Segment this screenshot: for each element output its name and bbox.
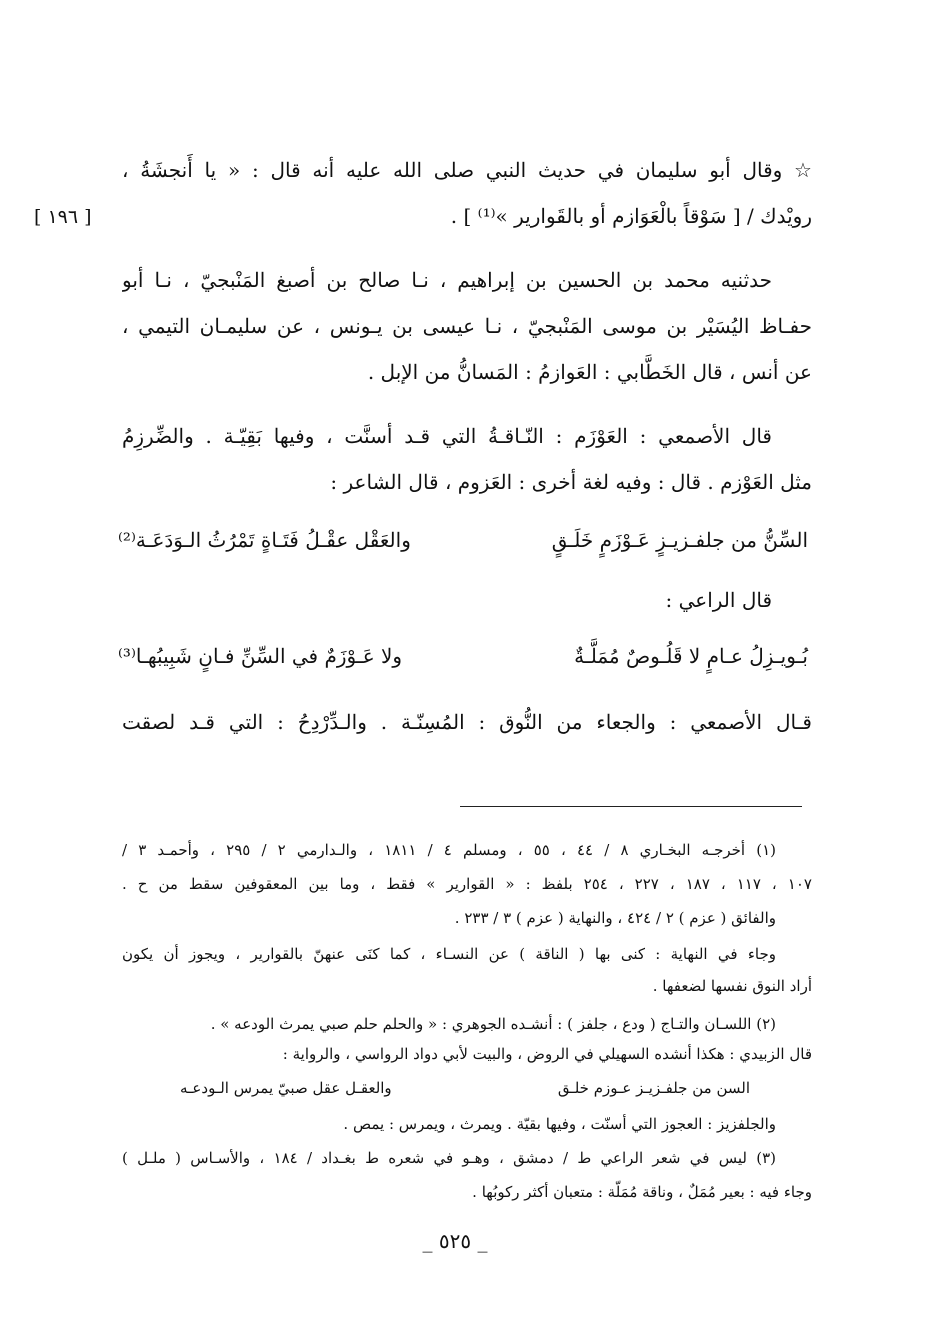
verse-1 — [118, 520, 808, 560]
footnote-separator — [460, 806, 802, 807]
footnote-2-line-3: والجلفزيز : العجوز التي أسنّت ، وفيها بقيّة . ويمرث ، ويمرس : يمص . — [343, 1115, 776, 1133]
paragraph-4-line-1: قـال الأصمعي : والجعاء من النُّوق : المُسِنّـة . والـدِّرْدِحُ : التي قـد لصقت — [122, 710, 812, 734]
footnote-2-line-1: (٢) اللسـان والتـاج ( ودع ، جلفز ) : أنشـده الجوهري : « والحلم حلم صبي يمرث الودعه » . — [210, 1015, 776, 1033]
footnote-1-line-2: ١٠٧ ، ١١٧ ، ١٨٧ ، ٢٢٧ ، ٢٥٤ بلفظ : « القوارير » فقط ، وما بين المعقوفين سقط من ح . — [122, 875, 812, 893]
footnote-2-line-2: قال الزبيدي : هكذا أنشده السهيلي في الروض ، والبيت لأبي دواد الرواسي ، والرواية : — [282, 1045, 812, 1063]
verse-1-second-hemistich: والعَقْل عقْـلُ فَتَـاةٍ تَمْرُثُ الـوَدَعَـة⁽²⁾ — [118, 528, 411, 552]
footnote-3-line-1: (٣) ليس في شعر الراعي ط / دمشق ، وهـو في شعره ط بغـداد / ١٨٤ ، والأسـاس ( ملـل ) — [122, 1149, 777, 1167]
verse-2-first-hemistich: بُـويـزِلُ عـامٍ لا قَلُـوصٌ مُمَلَّـةٌ — [574, 644, 808, 668]
footnote-1-line-4: وجاء في النهاية : كنى بها ( الناقة ) عن النسـاء ، كما كنَى عنهنّ بالقوارير ، ويجوز أن يكون — [122, 945, 776, 963]
footnote-1-line-5: أراد النوق نفسها لضعفها . — [652, 977, 812, 995]
margin-page-marker: [ ١٩٦ ] — [34, 206, 92, 228]
paragraph-2-line-2: حفـاظ اليُسَيْر بن موسى المَنْبجيّ ، نـا عيسى بن يـونس ، عن سليمـان التيمي ، — [122, 314, 812, 338]
paragraph-2-line-1: حدثنيه محمد بن الحسين بن إبراهيم ، نـا صالح بن أصبغ المَنْبجيّ ، نـا أبو — [122, 268, 772, 292]
paragraph-3-line-2: مثل العَوْزم . قال : وفيه لغة أخرى : العَزوم ، قال الشاعر : — [330, 470, 812, 494]
footnote-1-line-3: والفائق ( عزم ) ٢ / ٤٢٤ ، والنهاية ( عزم ) ٣ / ٢٣٣ . — [454, 909, 776, 927]
paragraph-3-line-1: قال الأصمعي : العَوْزَم : النّـاقـةُ التي قـد أسنَّت ، وفيها بَقِيّـة . والضِّرزِمُ — [122, 424, 772, 448]
footnote-3-line-2: وجاء فيه : بعير مُمَلٌ ، وناقة مُمَلّة : متعبان أكثر ركوبُها . — [472, 1183, 812, 1201]
paragraph-1-line-1: ☆ وقال أبو سليمان في حديث النبي صلى الله عليه أنه قال : « يا أَنجشَةُ ، — [122, 158, 812, 182]
paragraph-2-line-3: عن أنس ، قال الخَطَّابي : العَوازمُ : المَسانُّ من الإبل . — [367, 360, 812, 384]
page-number: _ ٥٢٥ _ — [422, 1229, 488, 1253]
footnote-1-line-1: (١) أخرجـه البخـاري ٨ / ٤٤ ، ٥٥ ، ومسلم ٤ / ١٨١١ ، والـدارمي ٢ / ٢٩٥ ، وأحمـد ٣ / — [122, 841, 777, 859]
paragraph-1-line-2: رويْدك / [ سَوْقاً بالْعَوَازم أو بالقَوارير »⁽¹⁾ ] . — [450, 204, 812, 228]
verse-1-first-hemistich: السِّنُّ من جلفـزيـزٍ عَـوْزَمٍ خَلَـقٍ — [551, 528, 808, 552]
poet-attribution: قال الراعي : — [665, 588, 772, 612]
footnote-verse — [180, 1074, 750, 1102]
verse-2 — [118, 636, 808, 676]
footnote-verse-first-hemistich: السن من جلفـزيـز عـوزم خلـق — [557, 1079, 750, 1097]
verse-2-second-hemistich: ولا عَـوْزَمٌ في السِّنِّ فـانٍ شَبِيبُهـا⁽³⁾ — [118, 644, 403, 668]
footnote-verse-second-hemistich: والعقـل عقل صبيّ يمرس الـودعـه — [180, 1079, 392, 1097]
